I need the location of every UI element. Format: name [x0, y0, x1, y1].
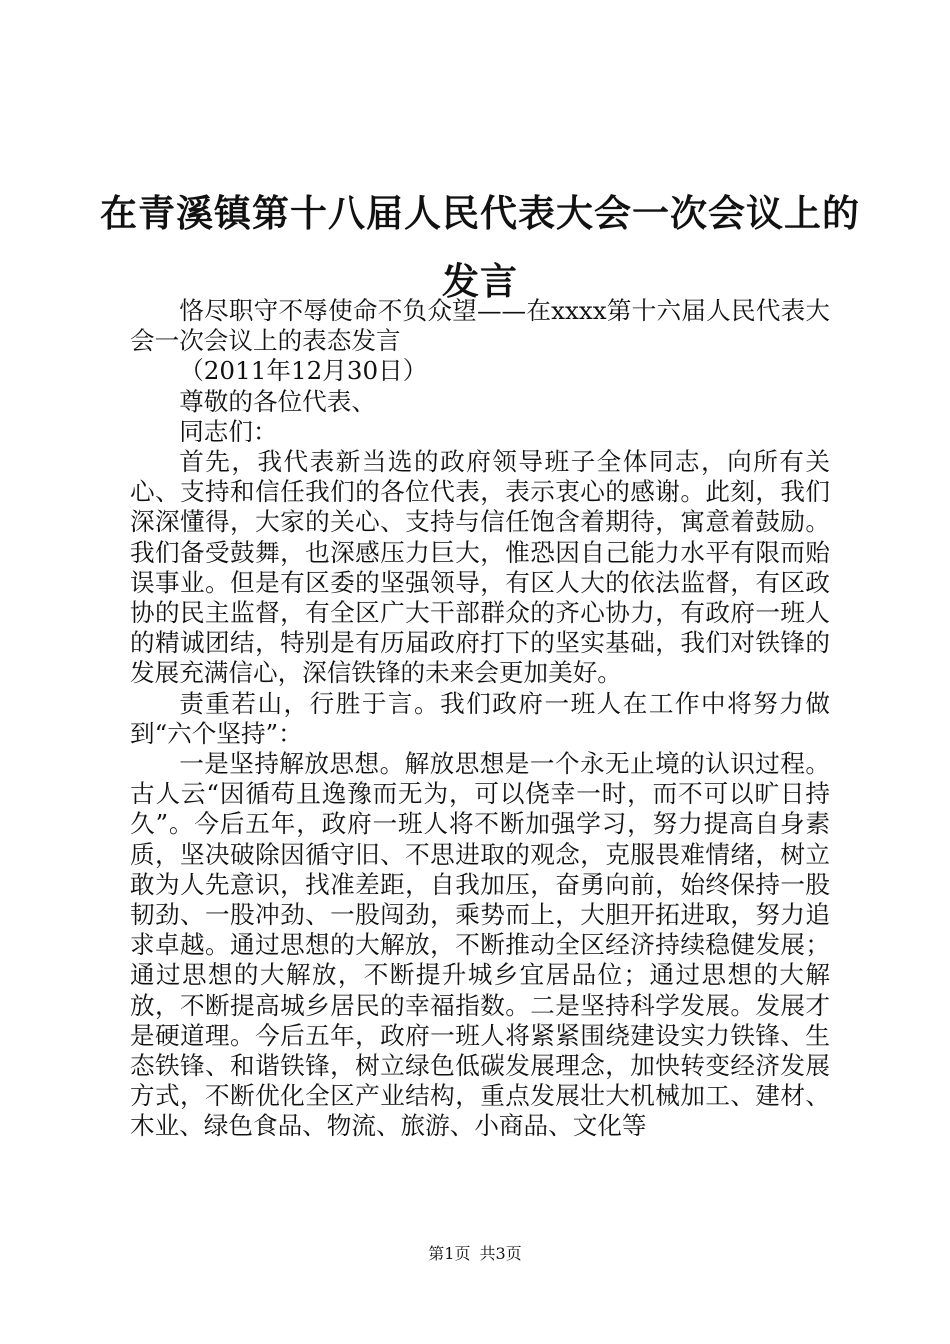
date-line: （2011年12月30日） [179, 356, 428, 386]
body-paragraph: 首先，我代表新当选的政府领导班子全体同志，向所有关心、支持和信任我们的各位代表，表示衷心的感谢。此刻，我们深深懂得，大家的关心、支持与信任饱含着期待，寓意着鼓励。我们备受鼓舞，也深感压力巨大，惟恐因自己能力水平有限而贻误事业。但是有区委的坚强领导，有区人大的依法监督，有区政协的民主监督，有全区广大干部群众的齐心协力，有政府一班人的精诚团结，特别是有历届政府打下的坚实基础，我们对铁锋的发展充满信心，深信铁锋的未来会更加美好。 [130, 447, 830, 688]
subtitle-paragraph: 恪尽职守不辱使命不负众望——在xxxx第十六届人民代表大会一次会议上的表态发言 [130, 296, 830, 356]
page-footer [0, 1243, 950, 1265]
title-line-1: 在青溪镇第十八届人民代表大会一次会议上的 [100, 192, 860, 235]
page-number: 第1页 [428, 1244, 471, 1263]
title-line-2: 发言 [442, 260, 518, 303]
salutation-line-1: 尊敬的各位代表、 [179, 386, 376, 416]
document-body [130, 296, 830, 1142]
page-total: 共3页 [479, 1244, 522, 1263]
body-paragraph: 一是坚持解放思想。解放思想是一个永无止境的认识过程。古人云“因循苟且逸豫而无为，可以侥幸一时，而不可以旷日持久”。今后五年，政府一班人将不断加强学习，努力提高自身素质，坚决破除因循守旧、不思进取的观念，克服畏难情绪，树立敢为人先意识，找准差距，自我加压，奋勇向前，始终保持一股韧劲、一股冲劲、一股闯劲，乘势而上，大胆开拓进取，努力追求卓越。通过思想的大解放，不断推动全区经济持续稳健发展；通过思想的大解放，不断提升城乡宜居品位；通过思想的大解放，不断提高城乡居民的幸福指数。二是坚持科学发展。发展才是硬道理。今后五年，政府一班人将紧紧围绕建设实力铁锋、生态铁锋、和谐铁锋，树立绿色低碳发展理念，加快转变经济发展方式，不断优化全区产业结构，重点发展壮大机械加工、建材、木业、绿色食品、物流、旅游、小商品、文化等 [130, 749, 830, 1141]
body-paragraph: 责重若山，行胜于言。我们政府一班人在工作中将努力做到“六个坚持”： [130, 688, 830, 748]
salutation-line-2: 同志们： [179, 416, 278, 446]
